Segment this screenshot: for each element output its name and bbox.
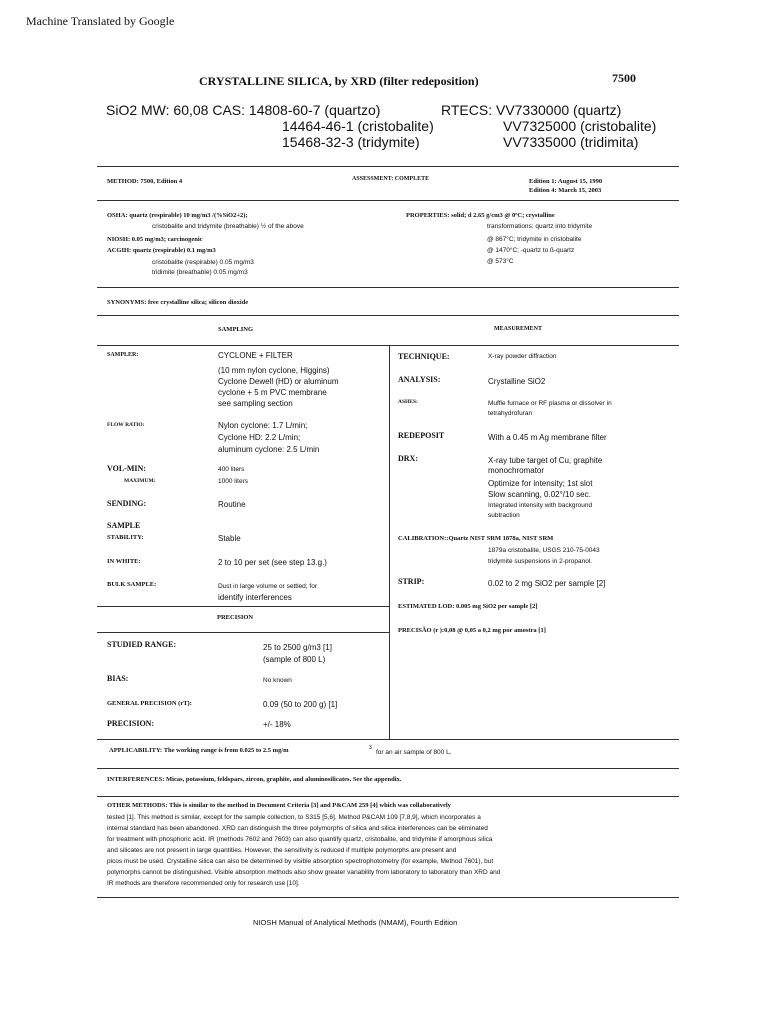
- drx-value: Slow scanning, 0.02°/10 sec.: [488, 490, 591, 499]
- bias-value: No known: [263, 677, 292, 684]
- analysis-label: ANALYSIS:: [398, 375, 441, 384]
- technique-label: TECHNIQUE:: [398, 352, 450, 361]
- general-precision-label: GENERAL PRECISION (rT):: [107, 700, 192, 707]
- drx-value: Integrated intensity with background: [488, 502, 593, 509]
- rtecs-cristobalite: VV7325000 (cristobalite): [503, 118, 657, 134]
- sampler-detail: see sampling section: [218, 399, 293, 408]
- applicability: APPLICABILITY: The working range is from 0.025 to 2.5 mg/m: [109, 747, 289, 754]
- studied-range-detail: (sample of 800 L): [263, 655, 326, 664]
- strip-value: 0.02 to 2 mg SiO2 per sample [2]: [488, 579, 606, 588]
- divider: [97, 287, 679, 288]
- assessment-status: ASSESSMENT: COMPLETE: [352, 176, 430, 182]
- divider: [97, 796, 679, 797]
- edition-1-date: Edition 1: August 15, 1990: [529, 178, 603, 185]
- bulk-sample-value: identify interferences: [218, 593, 292, 602]
- interferences: INTERFERENCES: Micas, potassium, feldspars, zircon, graphite, and aluminosilicates. See the appendix.: [107, 776, 402, 783]
- properties-line-5: @ 573°C: [487, 258, 514, 265]
- divider: [97, 166, 679, 167]
- vol-min-label: VOL-MIN:: [107, 464, 146, 473]
- properties-line-2: transformations: quartz into tridymite: [487, 223, 593, 230]
- sampler-value: CYCLONE + FILTER: [218, 351, 293, 360]
- acgih-cristobalite: cristobalite (respirable) 0.05 mg/m3: [152, 259, 254, 266]
- properties-line-1: PROPERTIES: solid; d 2.65 g/cm3 @ 0ºC; crystalline: [406, 212, 555, 219]
- bias-label: BIAS:: [107, 674, 129, 683]
- machine-translation-banner: Machine Translated by Google: [26, 14, 175, 28]
- ashes-label: ASHES:: [398, 399, 418, 405]
- divider: [97, 897, 679, 898]
- applicability-superscript: 3: [369, 745, 372, 751]
- precisao-line: PRECISÃO (r ):0,08 @ 0,05 a 0,2 mg por amostra [1]: [398, 627, 546, 634]
- sampling-header: SAMPLING: [218, 326, 254, 333]
- other-methods-line: picos must be used. Crystalline silica can also be determined by visible absorption spectrophotometry (for example, Method 7601), but: [107, 858, 494, 865]
- technique-value: X-ray powder diffraction: [488, 353, 557, 360]
- estimated-lod: ESTIMATED LOD: 0.005 mg SiO2 per sample [2]: [398, 603, 538, 610]
- redeposit-value: With a 0.45 m Ag membrane filter: [488, 433, 607, 442]
- other-methods-line: for treatment with phosphoric acid. IR (methods 7602 and 7603) can also quantify quartz, cristobalite, and tridymite if amorphous silica: [107, 836, 493, 843]
- divider: [97, 345, 679, 346]
- method-edition: METHOD: 7500, Edition 4: [107, 178, 183, 185]
- other-methods-line: internal standard has been abandoned. XRD can distinguish the three polymorphs of silica and silica interferences can be eliminated: [107, 825, 488, 832]
- sample-label: SAMPLE: [107, 521, 141, 530]
- measurement-header: MEASUREMENT: [494, 326, 543, 332]
- ashes-value: Muffle furnace or RF plasma or dissolver in: [488, 400, 612, 407]
- flow-ratio-value: Cyclone HD: 2.2 L/min;: [218, 433, 301, 442]
- in-white-label: IN WHITE:: [107, 558, 141, 565]
- stability-label: STABILITY:: [107, 534, 144, 541]
- redeposit-label: REDEPOSIT: [398, 431, 445, 440]
- cas-cristobalite: 14464-46-1 (cristobalite): [282, 118, 434, 134]
- drx-value: Optimize for intensity; 1st slot: [488, 479, 593, 488]
- sampler-detail: (10 mm nylon cyclone, Higgins): [218, 366, 330, 375]
- other-methods-line: polymorphs cannot be distinguished. Visible absorption methods also show greater variability from laboratory to laboratory than XRD and: [107, 869, 501, 876]
- flow-ratio-value: Nylon cyclone: 1.7 L/min;: [218, 421, 308, 430]
- osha-limit: OSHA: quartz (respirable) 10 mg/m3 /(%SiO2+2);: [107, 212, 248, 219]
- divider: [97, 768, 679, 769]
- edition-4-date: Edition 4: March 15, 2003: [529, 187, 602, 194]
- flow-ratio-label: FLOW RATIO:: [107, 422, 145, 428]
- drx-label: DRX:: [398, 454, 418, 463]
- calibration-value: 1879a cristobalite, USGS 210-75-0043: [488, 547, 600, 554]
- maximum-label: MAXIMUM:: [124, 478, 156, 484]
- vol-min-value: 400 liters: [218, 466, 245, 473]
- studied-range-value: 25 to 2500 g/m3 [1]: [263, 643, 332, 652]
- ashes-value: tetrahydrofuran: [488, 410, 533, 417]
- acgih-tridimite: tridimite (breathable) 0.05 mg/m3: [152, 269, 248, 276]
- synonyms: SYNONYMS: free crystalline silica; silicon dioxide: [107, 299, 249, 306]
- strip-label: STRIP:: [398, 577, 425, 586]
- sampler-label: SAMPLER:: [107, 352, 139, 358]
- page-footer: NIOSH Manual of Analytical Methods (NMAM), Fourth Edition: [253, 918, 458, 927]
- sending-label: SENDING:: [107, 499, 147, 508]
- osha-limit-detail: cristobalite and tridymite (breathable) ½ of the above: [152, 223, 304, 230]
- other-methods-line: OTHER METHODS: This is similar to the method in Document Criteria [3] and P&CAM 259 [4] which was collaboratively: [107, 802, 451, 809]
- applicability-tail: for an air sample of 800 L.: [376, 749, 452, 756]
- drx-value: subtraction: [488, 512, 520, 519]
- precision-label: PRECISION:: [107, 719, 155, 728]
- rtecs-quartz: RTECS: VV7330000 (quartz): [441, 102, 622, 118]
- properties-line-4: @ 1470°C; -quartz to ß-quartz: [487, 247, 575, 254]
- precision-header: PRECISION: [217, 614, 254, 621]
- divider: [97, 632, 389, 633]
- sampler-detail: Cyclone Dewell (HD) or aluminum: [218, 377, 339, 386]
- calibration-value: tridymite suspensions in 2-propanol.: [488, 558, 593, 565]
- compound-line-1: SiO2 MW: 60,08 CAS: 14808-60-7 (quartzo): [106, 102, 381, 118]
- studied-range-label: STUDIED RANGE:: [107, 640, 177, 649]
- rtecs-tridymite: VV7335000 (tridimita): [503, 134, 639, 150]
- method-number: 7500: [612, 71, 636, 85]
- drx-value: X-ray tube target of Cu, graphite: [488, 456, 603, 465]
- divider: [97, 739, 679, 740]
- analysis-value: Crystalline SiO2: [488, 377, 546, 386]
- in-white-value: 2 to 10 per set (see step 13.g.): [218, 558, 327, 567]
- drx-value: monochromator: [488, 466, 545, 475]
- general-precision-value: 0.09 (50 to 200 g) [1]: [263, 700, 338, 709]
- stability-value: Stable: [218, 534, 241, 543]
- bulk-sample-label: BULK SAMPLE:: [107, 581, 157, 588]
- divider: [97, 606, 389, 607]
- page-title: CRYSTALLINE SILICA, by XRD (filter redeposition): [199, 74, 479, 88]
- column-divider: [389, 345, 390, 739]
- other-methods-line: IR methods are therefore recommended only for research use [10].: [107, 880, 300, 887]
- divider: [97, 200, 679, 201]
- other-methods-line: and silicates are not present in large quantities. However, the sensitivity is reduced if multiple polymorphs are present and: [107, 847, 457, 854]
- properties-line-3: @ 867°C; tridymite in cristobalite: [487, 236, 582, 243]
- cas-tridymite: 15468-32-3 (tridymite): [282, 134, 420, 150]
- other-methods-line: tested [1]. This method is similar, except for the sample collection, to S315 [5,6]. Method P&CAM 109 [7,8,9], which incorporates a: [107, 814, 481, 821]
- precision-value: +/- 18%: [263, 720, 291, 729]
- calibration-label: CALIBRATION::Quartz NIST SRM 1878a, NIST SRM: [398, 535, 554, 542]
- niosh-limit: NIOSH: 0.05 mg/m3; carcinogenic: [107, 236, 203, 243]
- sampler-detail: cyclone + 5 m PVC membrane: [218, 388, 327, 397]
- flow-ratio-value: aluminum cyclone: 2.5 L/min: [218, 445, 320, 454]
- maximum-value: 1000 liters: [218, 478, 248, 485]
- bulk-sample-value: Dust in large volume or settled; for: [218, 583, 317, 590]
- divider: [97, 315, 679, 316]
- sending-value: Routine: [218, 500, 246, 509]
- acgih-limit: ACGIH: quartz (respirable) 0.1 mg/m3: [107, 247, 216, 254]
